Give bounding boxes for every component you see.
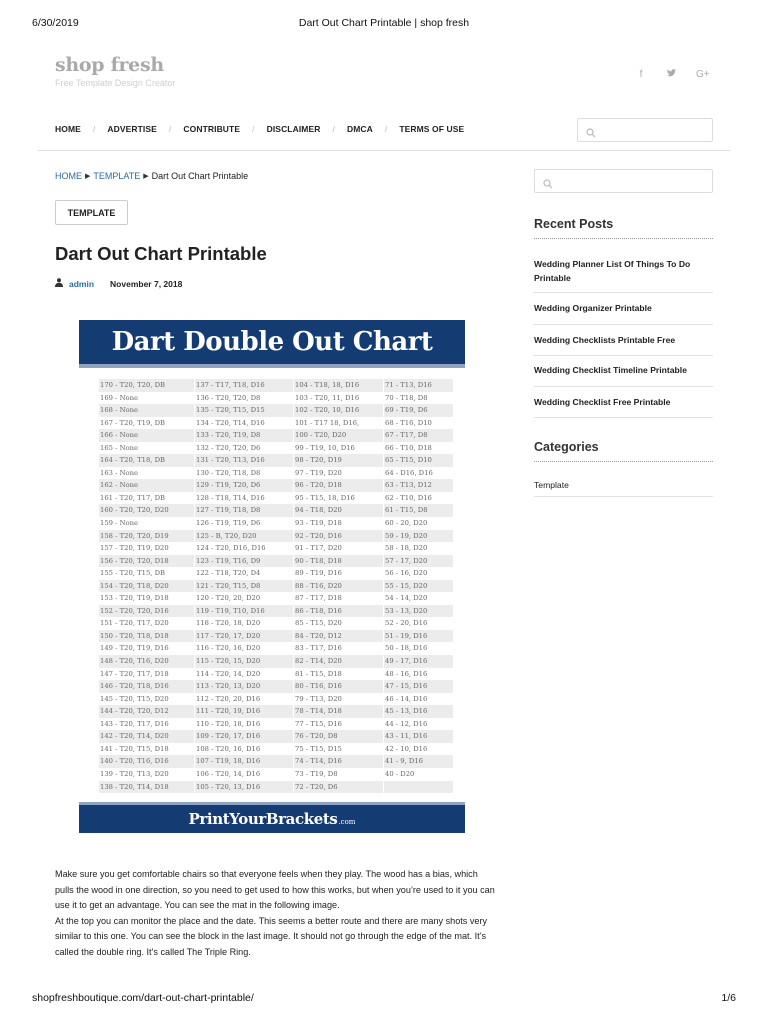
twitter-icon[interactable] [666,69,676,80]
chart-stripe [79,364,465,368]
chart-cell: 51 - 19, D16 [384,630,453,643]
breadcrumb-category[interactable]: TEMPLATE [93,171,141,181]
chart-cell: 128 - T18, T14, D16 [196,493,265,502]
chart-cell: 123 - T19, T16, D9 [195,555,293,568]
google-plus-icon[interactable]: G+ [696,69,710,80]
chart-banner-title: Dart Double Out Chart [111,327,433,357]
nav-separator: / [384,124,388,134]
chart-cell: 108 - T20, 16, D16 [196,744,261,753]
chart-cell: 44 - 12, D16 [385,719,428,728]
chart-cell: 60 - 20, D20 [385,519,428,528]
chart-cell: 122 - T18, T20, D4 [196,569,261,578]
header-search-input[interactable] [577,118,713,142]
chart-cell: 73 - T19, D8 [295,769,338,778]
post-date: November 7, 2018 [110,278,183,289]
chart-cell: 52 - 20, D16 [385,619,428,628]
print-url: shopfreshboutique.com/dart-out-chart-printable/ [32,992,254,1004]
chart-cell: 82 - T14, D20 [294,655,383,668]
chart-cell: 75 - T15, D15 [295,744,342,753]
post-body [55,867,495,960]
chart-cell: 130 - T20, T18, D8 [196,468,261,477]
recent-post-link[interactable]: Wedding Planner List Of Things To Do Printable [534,258,713,293]
chart-cell: 49 - 17, D16 [384,655,453,668]
chart-cell: 99 - T19, 10, D16 [295,443,355,452]
chart-cell: 110 - T20, 18, D16 [196,719,261,728]
chart-cell: 161 - T20, T17, DB [100,493,166,502]
sidebar-search-input[interactable] [534,169,713,193]
chart-cell: 62 - T10, D16 [385,493,432,502]
chart-cell: 151 - T20, T17, D20 [100,619,169,628]
chart-cell: 125 - B, T20, D20 [195,530,293,543]
social-links [636,69,710,80]
chart-cell: 61 - T15, D8 [384,504,453,517]
nav-item-contribute[interactable]: CONTRIBUTE [183,124,241,134]
chart-cell: 93 - T19, D18 [295,519,342,528]
print-page-number: 1/6 [721,992,736,1004]
nav-separator: / [252,124,255,134]
chart-cell: 141 - T20, T15, D18 [100,744,169,753]
chart-cell: 166 - None [99,429,194,442]
chart-cell: 79 - T13, D20 [295,694,342,703]
chart-cell: 66 - T10, D18 [385,443,432,452]
chart-cell: 170 - T20, T20, DB [99,379,194,392]
site-tagline: Free Template Design Creator [55,78,176,88]
chart-cell: 163 - None [100,468,139,477]
chart-cell: 127 - T19, T18, D8 [195,504,293,517]
chart-cell: 112 - T20, 20, D16 [196,694,261,703]
breadcrumb-current: Dart Out Chart Printable [151,171,249,181]
chart-cell: 87 - T17, D18 [295,594,342,603]
category-divider [534,496,713,497]
print-date: 6/30/2019 [32,17,79,29]
chart-cell: 81 - T15, D18 [295,669,342,678]
chart-cell: 134 - T20, T14, D16 [196,418,265,427]
chart-banner [79,320,465,364]
chart-cell: 164 - T20, T18, DB [99,454,194,467]
chart-cell: 100 - T20, D20 [294,429,383,442]
chart-cell: 105 - T20, 13, D16 [195,781,293,794]
chart-cell: 135 - T20, T15, D15 [195,404,293,417]
print-title: Dart Out Chart Printable | shop fresh [298,17,470,29]
chart-cell: 159 - None [100,519,139,528]
post-paragraph: At the top you can monitor the place and the date. This seems a better route and there are many shots very similar to this one. You can see the block in the last image. It should not go through the edge of the mat. It’s called the double ring. It’s called The Triple Ring. [55,915,488,957]
chart-footer [79,805,465,833]
breadcrumb [55,171,248,181]
dart-chart-image [79,320,465,833]
categories-heading: Categories [534,440,599,454]
chart-cell: 50 - 18, D16 [385,644,428,653]
chart-cell: 168 - None [99,404,194,417]
chart-cell: 45 - 13, D16 [384,705,453,718]
site-brand[interactable] [55,54,175,88]
nav-separator: / [92,124,96,134]
chart-cell: 59 - 19, D20 [384,530,453,543]
chart-cell: 158 - T20, T20, D19 [99,530,194,543]
post-author[interactable]: admin [69,278,95,289]
chart-cell: 55 - 15, D20 [384,580,453,593]
triangle-right-icon: ▶ [143,173,149,180]
chart-cell: 132 - T20, T20, D6 [196,443,261,452]
chart-cell: 165 - None [100,443,139,452]
chart-cell: 137 - T17, T18, D16 [195,379,293,392]
chart-cell: 88 - T16, D20 [294,580,383,593]
chart-cell: 65 - T15, D10 [384,454,453,467]
chart-cell: 43 - 11, D16 [384,730,453,743]
chart-cell: 57 - 17, D20 [384,555,453,568]
recent-posts-heading: Recent Posts [534,217,614,231]
chart-cell: 115 - T20, 15, D20 [195,655,293,668]
chart-cell: 169 - None [100,393,139,402]
chart-cell: 139 - T20, T13, D20 [100,769,169,778]
recent-post-link[interactable]: Wedding Checklists Printable Free [534,325,713,357]
chart-cell: 84 - T20, D12 [294,630,383,643]
chart-cell: 94 - T18, D20 [294,504,383,517]
chart-cell: 148 - T20, T16, D20 [99,655,194,668]
chart-cell: 140 - T20, T16, D16 [99,755,194,768]
chart-cell: 149 - T20, T19, D16 [100,644,169,653]
chart-cell: 114 - T20, 14, D20 [196,669,261,678]
chart-cell: 117 - T20, 17, D20 [195,630,293,643]
chart-cell: 109 - T20, 17, D16 [195,730,293,743]
chart-cell: 56 - 16, D20 [385,569,428,578]
chart-cell [384,781,453,794]
chart-cell: 150 - T20, T18, D18 [99,630,194,643]
chart-cell: 119 - T19, T10, D16 [195,605,293,618]
chart-cell: 157 - T20, T19, D20 [100,544,169,553]
chart-cell: 143 - T20, T17, D16 [100,719,169,728]
chart-cell: 147 - T20, T17, D18 [100,669,169,678]
chart-cell: 136 - T20, T20, D8 [196,393,261,402]
chart-cell: 155 - T20, T15, DB [100,569,166,578]
chart-footer-suffix: .com [338,817,356,826]
chart-column [294,379,383,793]
nav-separator: / [332,124,335,134]
chart-cell: 47 - 15, D16 [384,680,453,693]
chart-cell: 138 - T20, T14, D18 [99,781,194,794]
site-name[interactable]: shop fresh [55,54,164,76]
recent-posts-list [534,258,713,418]
chart-cell: 153 - T20, T19, D18 [100,594,169,603]
chart-cell: 98 - T20, D19 [294,454,383,467]
nav-item-advertise[interactable]: ADVERTISE [107,124,157,134]
chart-cell: 40 - D20 [385,769,415,778]
post-title: Dart Out Chart Printable [55,243,267,264]
chart-cell: 90 - T18, D18 [294,555,383,568]
chart-cell: 41 - 9, D16 [384,755,453,768]
chart-cell: 133 - T20, T19, D8 [195,429,293,442]
chart-footer-brand: PrintYourBrackets [188,810,338,828]
nav-item-home[interactable]: HOME [55,124,81,134]
chart-cell: 106 - T20, 14, D16 [196,769,261,778]
chart-cell: 96 - T20, D18 [294,479,383,492]
chart-cell: 103 - T20, 11, D16 [295,393,360,402]
chart-cell: 104 - T18, 18, D16 [294,379,383,392]
chart-cell: 156 - T20, T20, D18 [99,555,194,568]
header-divider [37,150,731,151]
chart-cell: 86 - T18, D16 [294,605,383,618]
chart-cell: 152 - T20, T20, D16 [99,605,194,618]
chart-cell: 142 - T20, T14, D20 [99,730,194,743]
chart-cell: 113 - T20, 13, D20 [195,680,293,693]
chart-cell: 146 - T20, T18, D16 [99,680,194,693]
chart-cell: 118 - T20, 18, D20 [196,619,261,628]
chart-cell: 80 - T16, D16 [294,680,383,693]
chart-cell: 144 - T20, T20, D12 [99,705,194,718]
chart-cell: 85 - T15, D20 [295,619,342,628]
heading-divider [534,461,713,462]
category-link[interactable]: Template [534,480,569,490]
chart-cell: 78 - T14, D18 [294,705,383,718]
chart-cell: 116 - T20, 16, D20 [196,644,261,653]
nav-item-terms[interactable]: TERMS OF USE [399,124,465,134]
chart-cell: 67 - T17, D8 [384,429,453,442]
nav-item-dmca[interactable]: DMCA [346,124,373,134]
triangle-right-icon: ▶ [85,173,91,180]
chart-cell: 58 - 18, D20 [385,544,428,553]
chart-cell: 46 - 14, D16 [385,694,428,703]
chart-cell: 102 - T20, 10, D16 [294,404,383,417]
facebook-icon[interactable]: f [639,69,643,80]
chart-cell: 48 - 16, D16 [385,669,428,678]
chart-column [99,379,194,793]
category-button[interactable]: TEMPLATE [55,200,128,225]
print-header [0,17,768,31]
chart-cell: 129 - T19, T20, D6 [195,479,293,492]
recent-post-link[interactable]: Wedding Organizer Printable [534,293,713,325]
chart-cell: 121 - T20, T15, D8 [195,580,293,593]
chart-cell: 167 - T20, T19, DB [100,418,166,427]
chart-cell: 74 - T14, D16 [294,755,383,768]
recent-post-link[interactable]: Wedding Checklist Timeline Printable [534,356,713,387]
chart-cell: 97 - T19, D20 [295,468,342,477]
chart-cell: 89 - T19, D16 [295,569,342,578]
nav-separator: / [168,124,172,134]
user-icon [55,278,63,289]
chart-cell: 69 - T19, D6 [384,404,453,417]
chart-cell: 101 - T17 18, D16, [295,418,360,427]
nav-item-disclaimer[interactable]: DISCLAIMER [266,124,321,134]
chart-cell: 107 - T19, 18, D16 [195,755,293,768]
chart-cell: 83 - T17, D16 [295,644,342,653]
categories-list [534,480,713,497]
chart-cell: 71 - T13, D16 [384,379,453,392]
chart-cell: 131 - T20, T13, D16 [195,454,293,467]
chart-cell: 95 - T15, 18, D16 [295,493,355,502]
post-meta [55,278,182,289]
chart-cell: 111 - T20, 19, D16 [195,705,293,718]
chart-cell: 53 - 13, D20 [384,605,453,618]
recent-post-link[interactable]: Wedding Checklist Free Printable [534,387,713,419]
chart-cell: 64 - D16, D16 [385,468,433,477]
chart-cell: 72 - T20, D6 [294,781,383,794]
breadcrumb-home[interactable]: HOME [55,171,82,181]
heading-divider [534,238,713,239]
chart-cell: 63 - T13, D12 [384,479,453,492]
post-paragraph: Make sure you get comfortable chairs so that everyone feels when they play. The wood has a bias, which pulls the wood in one direction, so you need to get used to how this works, but when you’re used to it you can use it to get an advantage. You can see the mat in the following image. [55,869,495,910]
chart-cell: 77 - T15, D16 [295,719,342,728]
chart-cell: 126 - T19, T19, D6 [196,519,261,528]
chart-column [384,379,453,793]
chart-cell: 68 - T16, D10 [385,418,432,427]
chart-cell: 76 - T20, D8 [294,730,383,743]
chart-cell: 162 - None [99,479,194,492]
chart-cell: 120 - T20, 20, D20 [196,594,261,603]
chart-cell: 145 - T20, T15, D20 [100,694,169,703]
search-icon [543,176,553,194]
chart-cell: 70 - T18, D8 [385,393,428,402]
chart-cell: 92 - T20, D16 [294,530,383,543]
search-icon [586,125,596,143]
chart-cell: 42 - 10, D16 [385,744,428,753]
main-nav [55,124,464,134]
chart-cell: 154 - T20, T18, D20 [99,580,194,593]
chart-cell: 124 - T20, D16, D16 [196,544,266,553]
chart-cell: 91 - T17, D20 [295,544,342,553]
chart-column [195,379,293,793]
chart-table [99,379,453,794]
chart-cell: 54 - 14, D20 [385,594,428,603]
chart-cell: 160 - T20, T20, D20 [99,504,194,517]
